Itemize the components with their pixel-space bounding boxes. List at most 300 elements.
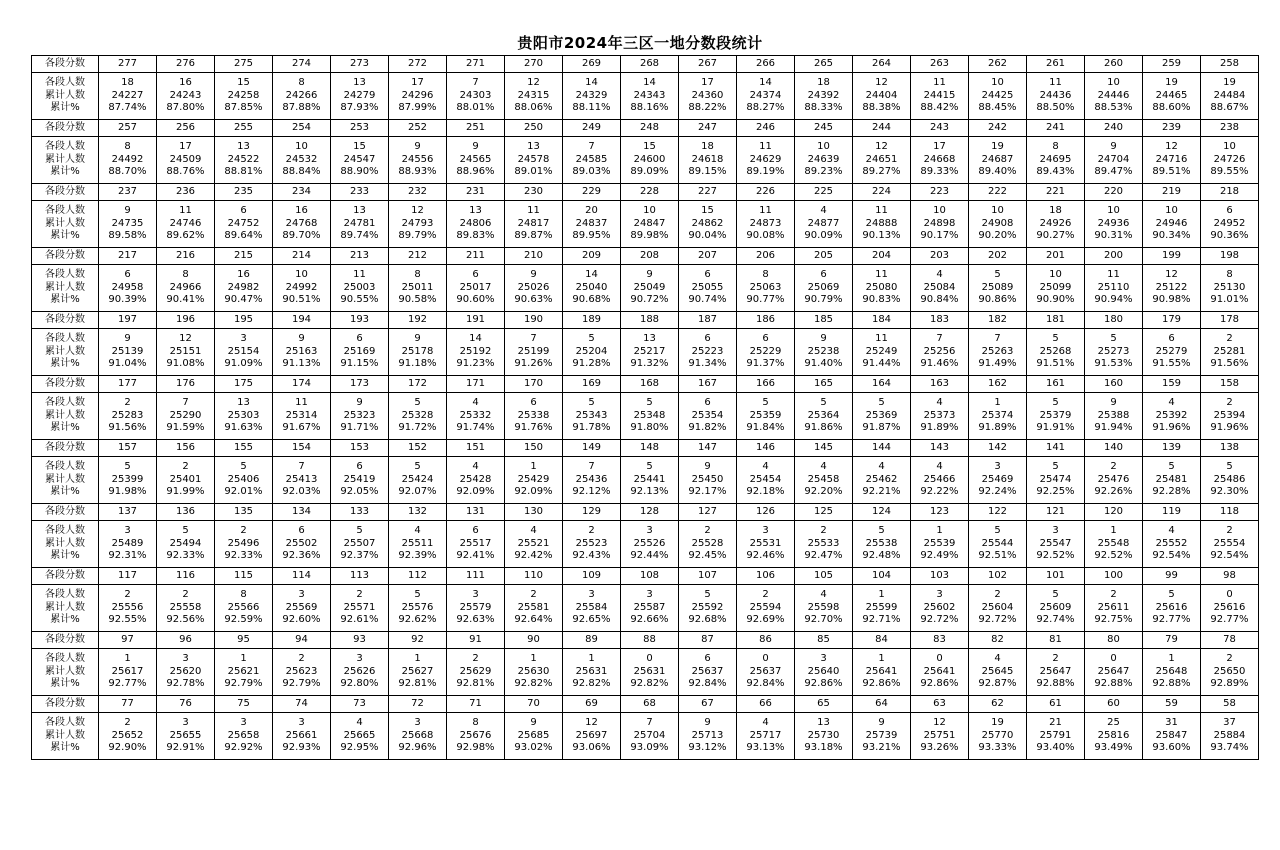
data-cell — [1201, 457, 1259, 504]
score-cell: 256 — [157, 120, 215, 137]
count-value: 5 — [240, 461, 247, 473]
data-cell — [1201, 713, 1259, 760]
score-cell: 193 — [331, 312, 389, 329]
cumulative-count-value: 25003 — [343, 281, 376, 293]
cumulative-percent-value: 93.02% — [514, 742, 553, 754]
data-cell — [679, 649, 737, 696]
score-cell: 59 — [1143, 696, 1201, 713]
score-cell: 162 — [969, 376, 1027, 393]
cumulative-count-value: 25599 — [865, 601, 898, 613]
cumulative-percent-value: 88.27% — [746, 102, 785, 114]
score-cell: 171 — [447, 376, 505, 393]
score-cell: 220 — [1085, 184, 1143, 201]
count-value: 2 — [1226, 397, 1233, 409]
cumulative-count-value: 25462 — [865, 473, 898, 485]
cumulative-percent-value: 92.69% — [746, 614, 785, 626]
score-cell: 269 — [563, 56, 621, 73]
score-cell: 89 — [563, 632, 621, 649]
score-cell: 97 — [99, 632, 157, 649]
cumulative-count-value: 25026 — [517, 281, 550, 293]
data-cell — [1027, 137, 1085, 184]
score-cell: 228 — [621, 184, 679, 201]
cumulative-percent-value: 91.82% — [688, 422, 727, 434]
cumulative-count-value: 25538 — [865, 537, 898, 549]
score-cell: 179 — [1143, 312, 1201, 329]
cumulative-count-value: 25163 — [285, 345, 318, 357]
data-cell — [99, 713, 157, 760]
score-cell: 124 — [853, 504, 911, 521]
count-value: 9 — [472, 141, 479, 153]
score-cell: 132 — [389, 504, 447, 521]
score-cell: 109 — [563, 568, 621, 585]
score-cell: 114 — [273, 568, 331, 585]
count-value: 12 — [179, 333, 192, 345]
cumulative-percent-value: 92.05% — [340, 486, 379, 498]
data-cell — [563, 585, 621, 632]
count-value: 9 — [124, 333, 131, 345]
score-cell: 145 — [795, 440, 853, 457]
cumulative-percent-value: 92.72% — [978, 614, 1017, 626]
cumulative-count-value: 25283 — [111, 409, 144, 421]
score-cell: 158 — [1201, 376, 1259, 393]
cumulative-count-value: 25697 — [575, 729, 608, 741]
data-cell — [1027, 713, 1085, 760]
cumulative-count-value: 25647 — [1097, 665, 1130, 677]
score-cell: 91 — [447, 632, 505, 649]
score-cell: 205 — [795, 248, 853, 265]
count-value: 17 — [179, 141, 192, 153]
count-value: 20 — [585, 205, 598, 217]
data-row — [32, 649, 1259, 696]
score-cell: 152 — [389, 440, 447, 457]
count-value: 9 — [704, 717, 711, 729]
score-cell: 147 — [679, 440, 737, 457]
count-value: 13 — [643, 333, 656, 345]
cumulative-count-value: 25466 — [923, 473, 956, 485]
data-cell — [505, 329, 563, 376]
count-label: 各段人数 — [45, 525, 85, 537]
score-cell: 84 — [853, 632, 911, 649]
data-cell — [911, 201, 969, 248]
score-cell: 104 — [853, 568, 911, 585]
count-value: 7 — [588, 141, 595, 153]
cumulative-percent-value: 91.87% — [862, 422, 901, 434]
count-value: 7 — [530, 333, 537, 345]
cumulative-count-value: 24484 — [1213, 89, 1246, 101]
cumulative-percent-value: 92.24% — [978, 486, 1017, 498]
cumulative-percent-value: 91.37% — [746, 358, 785, 370]
data-cell — [737, 457, 795, 504]
cumulative-count-value: 25517 — [459, 537, 492, 549]
data-cell — [215, 265, 273, 312]
score-cell: 62 — [969, 696, 1027, 713]
score-cell: 74 — [273, 696, 331, 713]
count-value: 9 — [298, 333, 305, 345]
data-cell — [157, 201, 215, 248]
cumulative-percent-value: 92.30% — [1210, 486, 1249, 498]
cumulative-count-value: 25343 — [575, 409, 608, 421]
data-cell — [273, 393, 331, 440]
count-value: 5 — [994, 269, 1001, 281]
score-cell: 60 — [1085, 696, 1143, 713]
data-cell — [1085, 649, 1143, 696]
data-label-cell — [32, 393, 99, 440]
cumulative-count-value: 25647 — [1039, 665, 1072, 677]
score-cell: 268 — [621, 56, 679, 73]
count-value: 10 — [1107, 77, 1120, 89]
data-cell — [1085, 329, 1143, 376]
cumulative-count-value: 25474 — [1039, 473, 1072, 485]
count-value: 15 — [643, 141, 656, 153]
data-cell — [389, 73, 447, 120]
cumulative-count-value: 24781 — [343, 217, 376, 229]
cumulative-percent-value: 92.88% — [1152, 678, 1191, 690]
score-cell: 180 — [1085, 312, 1143, 329]
cumulative-percent-value: 88.76% — [166, 166, 205, 178]
cumulative-count-value: 24752 — [227, 217, 260, 229]
count-value: 0 — [646, 653, 653, 665]
data-cell — [157, 329, 215, 376]
data-cell — [99, 73, 157, 120]
count-value: 6 — [356, 333, 363, 345]
count-value: 6 — [704, 269, 711, 281]
cumulative-percent-value: 89.33% — [920, 166, 959, 178]
score-cell: 223 — [911, 184, 969, 201]
score-cell: 267 — [679, 56, 737, 73]
count-value: 0 — [1110, 653, 1117, 665]
data-cell — [737, 585, 795, 632]
score-label-cell: 各段分数 — [32, 248, 99, 265]
score-cell: 237 — [99, 184, 157, 201]
score-cell: 135 — [215, 504, 273, 521]
cumulative-count-value: 25401 — [169, 473, 202, 485]
data-cell — [447, 201, 505, 248]
cumulative-count-value: 25379 — [1039, 409, 1072, 421]
data-cell — [1143, 201, 1201, 248]
cumulative-count-value: 25486 — [1213, 473, 1246, 485]
count-value: 11 — [179, 205, 192, 217]
score-cell: 203 — [911, 248, 969, 265]
count-value: 5 — [124, 461, 131, 473]
cumulative-percent-value: 92.75% — [1094, 614, 1133, 626]
cumulative-count-value: 25884 — [1213, 729, 1246, 741]
cumulative-percent-value: 88.60% — [1152, 102, 1191, 114]
cumulative-percent-value: 92.61% — [340, 614, 379, 626]
score-cell: 149 — [563, 440, 621, 457]
cumulative-count-value: 24877 — [807, 217, 840, 229]
data-cell — [505, 73, 563, 120]
cumulative-count-value: 25665 — [343, 729, 376, 741]
cumulative-percent-value: 93.21% — [862, 742, 901, 754]
cumulative-count-value: 25558 — [169, 601, 202, 613]
score-cell: 107 — [679, 568, 737, 585]
cumulative-count-value: 25544 — [981, 537, 1014, 549]
score-cell: 151 — [447, 440, 505, 457]
count-value: 5 — [1052, 589, 1059, 601]
cumulative-percent-value: 89.43% — [1036, 166, 1075, 178]
cumulative-count-value: 25713 — [691, 729, 724, 741]
count-label: 各段人数 — [45, 717, 85, 729]
count-label: 各段人数 — [45, 269, 85, 281]
cumulative-count-value: 24556 — [401, 153, 434, 165]
cumulative-count-value: 25641 — [865, 665, 898, 677]
cumulative-count-value: 25621 — [227, 665, 260, 677]
cumulative-count-value: 25623 — [285, 665, 318, 677]
data-cell — [1085, 713, 1143, 760]
data-cell — [969, 329, 1027, 376]
count-value: 2 — [1110, 589, 1117, 601]
data-cell — [99, 137, 157, 184]
cumulative-percent-value: 91.67% — [282, 422, 321, 434]
data-cell — [1201, 329, 1259, 376]
cumulative-count-value: 24952 — [1213, 217, 1246, 229]
data-cell — [215, 201, 273, 248]
data-cell — [795, 457, 853, 504]
data-cell — [1201, 201, 1259, 248]
cumulative-count-value: 25199 — [517, 345, 550, 357]
count-value: 6 — [1226, 205, 1233, 217]
data-label-cell — [32, 457, 99, 504]
cumulative-percent-value: 93.18% — [804, 742, 843, 754]
cumulative-percent-value: 91.56% — [1210, 358, 1249, 370]
cumulative-percent-value: 90.08% — [746, 230, 785, 242]
cumulative-count-value: 24266 — [285, 89, 318, 101]
cumulative-count-value: 25388 — [1097, 409, 1130, 421]
count-value: 9 — [414, 333, 421, 345]
count-value: 18 — [121, 77, 134, 89]
cumulative-count-value: 24343 — [633, 89, 666, 101]
count-value: 4 — [936, 461, 943, 473]
cumulative-count-value: 25554 — [1213, 537, 1246, 549]
count-value: 4 — [820, 461, 827, 473]
cumulative-count-value: 24227 — [111, 89, 144, 101]
cumulative-percent-value: 92.09% — [514, 486, 553, 498]
data-cell — [737, 329, 795, 376]
count-value: 3 — [240, 717, 247, 729]
data-cell — [331, 137, 389, 184]
score-cell: 206 — [737, 248, 795, 265]
cumulative-count-value: 24908 — [981, 217, 1014, 229]
data-cell — [1085, 457, 1143, 504]
score-cell: 115 — [215, 568, 273, 585]
data-cell — [911, 329, 969, 376]
cumulative-percent-value: 91.56% — [108, 422, 147, 434]
count-value: 14 — [585, 77, 598, 89]
data-cell — [1143, 137, 1201, 184]
score-cell: 258 — [1201, 56, 1259, 73]
cumulative-percent-value: 89.83% — [456, 230, 495, 242]
data-cell — [447, 73, 505, 120]
cumulative-count-value: 25450 — [691, 473, 724, 485]
count-value: 9 — [356, 397, 363, 409]
cumulative-count-value: 25273 — [1097, 345, 1130, 357]
score-cell: 144 — [853, 440, 911, 457]
cumulative-percent-label: 累计% — [50, 614, 80, 626]
cumulative-count-value: 25290 — [169, 409, 202, 421]
data-cell — [389, 713, 447, 760]
count-value: 12 — [875, 141, 888, 153]
cumulative-percent-value: 91.86% — [804, 422, 843, 434]
cumulative-count-value: 25592 — [691, 601, 724, 613]
cumulative-percent-value: 92.59% — [224, 614, 263, 626]
data-cell — [1085, 201, 1143, 248]
cumulative-count-value: 25178 — [401, 345, 434, 357]
cumulative-count-value: 25566 — [227, 601, 260, 613]
score-cell: 252 — [389, 120, 447, 137]
score-cell: 254 — [273, 120, 331, 137]
data-cell — [157, 393, 215, 440]
cumulative-percent-value: 92.26% — [1094, 486, 1133, 498]
cumulative-percent-value: 92.80% — [340, 678, 379, 690]
data-cell — [563, 329, 621, 376]
count-value: 25 — [1107, 717, 1120, 729]
cumulative-percent-value: 91.72% — [398, 422, 437, 434]
score-cell: 235 — [215, 184, 273, 201]
cumulative-count-value: 24639 — [807, 153, 840, 165]
cumulative-percent-value: 92.68% — [688, 614, 727, 626]
data-cell — [853, 585, 911, 632]
cumulative-count-label: 累计人数 — [45, 409, 85, 421]
count-value: 0 — [936, 653, 943, 665]
score-cell: 177 — [99, 376, 157, 393]
count-value: 4 — [994, 653, 1001, 665]
cumulative-percent-value: 88.67% — [1210, 102, 1249, 114]
data-cell — [389, 585, 447, 632]
count-value: 2 — [1226, 653, 1233, 665]
count-value: 3 — [414, 717, 421, 729]
data-cell — [621, 329, 679, 376]
score-cell: 196 — [157, 312, 215, 329]
count-value: 8 — [124, 141, 131, 153]
cumulative-count-value: 25637 — [691, 665, 724, 677]
score-cell: 194 — [273, 312, 331, 329]
cumulative-count-value: 25631 — [633, 665, 666, 677]
cumulative-count-label: 累计人数 — [45, 537, 85, 549]
cumulative-percent-value: 89.55% — [1210, 166, 1249, 178]
cumulative-percent-value: 92.46% — [746, 550, 785, 562]
score-cell: 255 — [215, 120, 273, 137]
score-cell: 79 — [1143, 632, 1201, 649]
score-label-cell: 各段分数 — [32, 504, 99, 521]
score-cell: 186 — [737, 312, 795, 329]
cumulative-count-value: 24279 — [343, 89, 376, 101]
data-cell — [331, 713, 389, 760]
score-cell: 276 — [157, 56, 215, 73]
cumulative-percent-value: 88.16% — [630, 102, 669, 114]
cumulative-count-value: 25658 — [227, 729, 260, 741]
data-label-cell — [32, 521, 99, 568]
data-cell — [795, 649, 853, 696]
cumulative-count-value: 25263 — [981, 345, 1014, 357]
count-label: 各段人数 — [45, 141, 85, 153]
count-value: 15 — [701, 205, 714, 217]
cumulative-count-value: 25655 — [169, 729, 202, 741]
count-value: 8 — [182, 269, 189, 281]
cumulative-percent-value: 89.98% — [630, 230, 669, 242]
count-value: 9 — [878, 717, 885, 729]
cumulative-count-value: 24600 — [633, 153, 666, 165]
count-value: 3 — [298, 717, 305, 729]
cumulative-count-value: 25238 — [807, 345, 840, 357]
cumulative-percent-label: 累计% — [50, 678, 80, 690]
score-cell: 116 — [157, 568, 215, 585]
cumulative-percent-value: 90.34% — [1152, 230, 1191, 242]
count-value: 3 — [1052, 525, 1059, 537]
cumulative-count-value: 25374 — [981, 409, 1014, 421]
count-value: 4 — [1168, 525, 1175, 537]
score-cell: 232 — [389, 184, 447, 201]
score-cell: 219 — [1143, 184, 1201, 201]
cumulative-percent-value: 93.12% — [688, 742, 727, 754]
count-value: 9 — [414, 141, 421, 153]
count-value: 19 — [1223, 77, 1236, 89]
count-value: 13 — [237, 141, 250, 153]
score-cell: 136 — [157, 504, 215, 521]
data-cell — [795, 713, 853, 760]
cumulative-count-value: 24585 — [575, 153, 608, 165]
count-value: 1 — [1168, 653, 1175, 665]
score-cell: 182 — [969, 312, 1027, 329]
count-value: 5 — [646, 461, 653, 473]
cumulative-count-value: 25494 — [169, 537, 202, 549]
cumulative-percent-value: 90.98% — [1152, 294, 1191, 306]
cumulative-count-value: 25630 — [517, 665, 550, 677]
count-value: 3 — [472, 589, 479, 601]
cumulative-percent-value: 90.94% — [1094, 294, 1133, 306]
cumulative-percent-value: 91.96% — [1152, 422, 1191, 434]
score-cell: 189 — [563, 312, 621, 329]
cumulative-percent-value: 91.51% — [1036, 358, 1075, 370]
score-cell: 246 — [737, 120, 795, 137]
count-value: 7 — [588, 461, 595, 473]
cumulative-count-value: 24651 — [865, 153, 898, 165]
data-cell — [273, 201, 331, 248]
score-cell: 175 — [215, 376, 273, 393]
cumulative-count-value: 24768 — [285, 217, 318, 229]
cumulative-percent-value: 91.71% — [340, 422, 379, 434]
cumulative-count-value: 24926 — [1039, 217, 1072, 229]
cumulative-count-value: 25523 — [575, 537, 608, 549]
data-cell — [99, 265, 157, 312]
score-cell: 63 — [911, 696, 969, 713]
count-value: 10 — [817, 141, 830, 153]
data-cell — [273, 265, 331, 312]
data-label-cell — [32, 265, 99, 312]
cumulative-count-value: 24258 — [227, 89, 260, 101]
data-cell — [447, 137, 505, 184]
count-value: 5 — [1052, 397, 1059, 409]
data-cell — [853, 201, 911, 248]
cumulative-count-value: 25730 — [807, 729, 840, 741]
count-value: 10 — [1165, 205, 1178, 217]
cumulative-percent-value: 91.80% — [630, 422, 669, 434]
cumulative-percent-value: 89.01% — [514, 166, 553, 178]
data-cell — [621, 713, 679, 760]
score-cell: 72 — [389, 696, 447, 713]
count-value: 7 — [936, 333, 943, 345]
cumulative-percent-value: 88.96% — [456, 166, 495, 178]
cumulative-count-value: 25685 — [517, 729, 550, 741]
cumulative-count-value: 24303 — [459, 89, 492, 101]
data-cell — [157, 457, 215, 504]
score-cell: 78 — [1201, 632, 1259, 649]
cumulative-percent-value: 88.11% — [572, 102, 611, 114]
count-value: 8 — [1052, 141, 1059, 153]
cumulative-percent-value: 89.74% — [340, 230, 379, 242]
data-label-cell — [32, 329, 99, 376]
count-value: 0 — [1226, 589, 1233, 601]
cumulative-percent-label: 累计% — [50, 550, 80, 562]
